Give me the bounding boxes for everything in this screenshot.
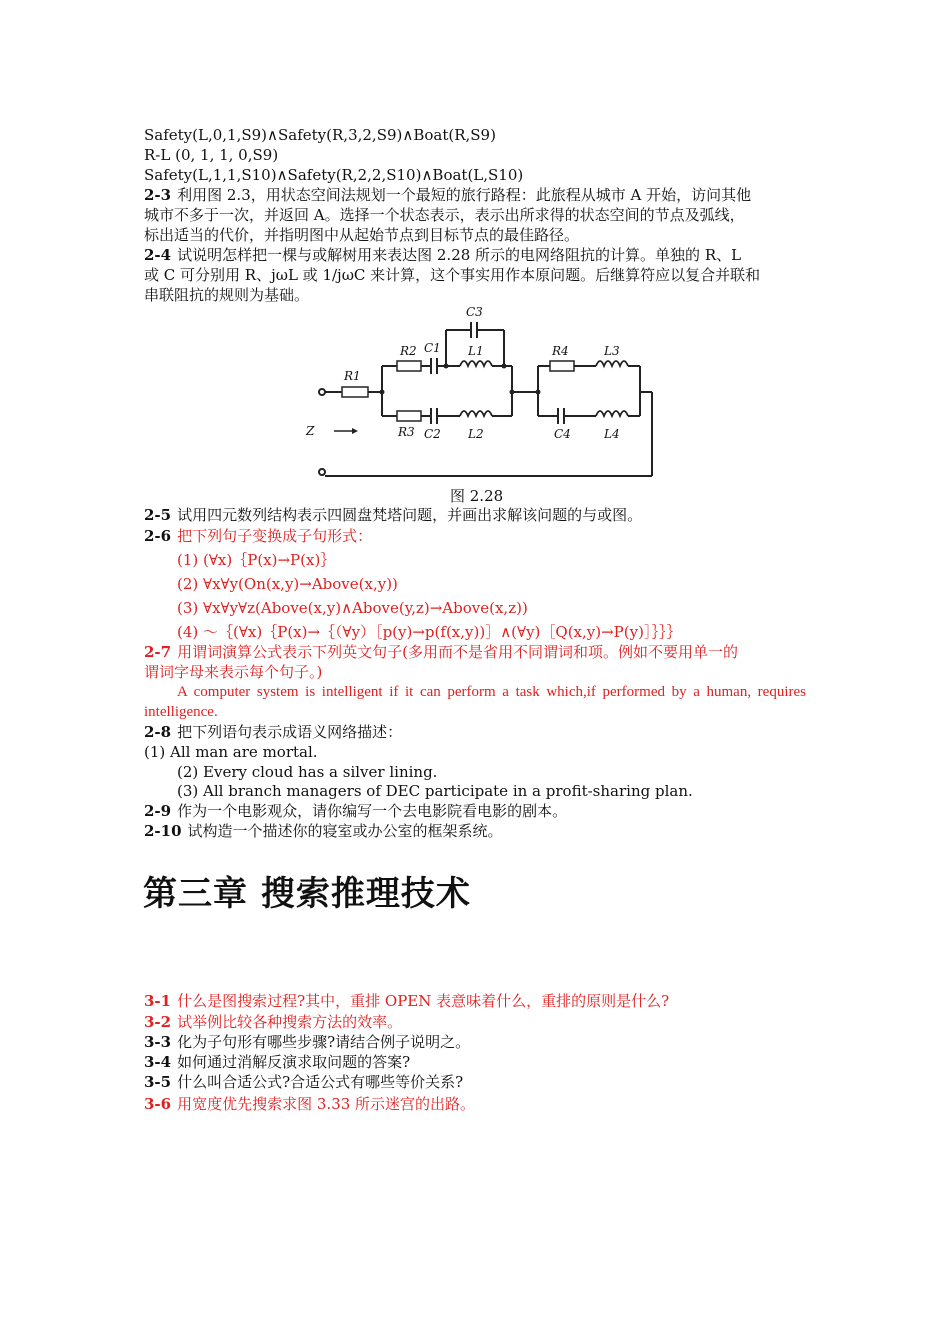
label-c2: C2 [424, 427, 441, 441]
chapter3-question [144, 1032, 470, 1052]
circuit-diagram [300, 300, 670, 485]
question-number: 3-6 [144, 1095, 172, 1113]
question-2-6: 2-6 把下列句子变换成子句形式： [144, 527, 373, 545]
label-l2: L2 [468, 427, 484, 441]
question-2-8: 2-8 把下列语句表示成语义网络描述： [144, 723, 403, 741]
question-number: 2-3 [144, 186, 172, 204]
question-number: 2-9 [144, 802, 172, 820]
question-2-4-cont: 或 C 可分别用 R、jωL 或 1/jωC 来计算，这个事实用作本原问题。后继算符应以复合并联和 [144, 266, 761, 284]
clause-item-2: (2) ∀x∀y(On(x,y)→Above(x,y)) [177, 575, 398, 593]
chapter3-question [144, 1012, 402, 1032]
semantic-item-1: (1) All man are mortal. [144, 743, 318, 761]
question-2-4: 2-4 试说明怎样把一棵与或解树用来表达图 2.28 所示的电网络阻抗的计算。单独的 R、L [144, 246, 742, 264]
question-number: 2-8 [144, 723, 172, 741]
question-2-3-cont: 城市不多于一次，并返回 A。选择一个状态表示，表示出所求得的状态空间的节点及弧线， [144, 206, 745, 224]
label-c4: C4 [554, 427, 571, 441]
state-line-2: R-L (0, 1, 1, 0,S9) [144, 146, 279, 164]
question-text: 如何通过消解反演求取问题的答案? [177, 1053, 411, 1071]
label-l3: L3 [604, 344, 620, 358]
question-number: 2-10 [144, 822, 182, 840]
chapter3-question [144, 991, 669, 1011]
semantic-item-3: (3) All branch managers of DEC participate in a profit-sharing plan. [177, 782, 693, 800]
chapter3-question [144, 1052, 410, 1072]
question-number: 3-3 [144, 1033, 172, 1051]
question-number: 3-4 [144, 1053, 172, 1071]
clause-item-1: (1) (∀x)｛P(x)→P(x)｝ [177, 551, 336, 569]
question-text: 用宽度优先搜索求图 3.33 所示迷宫的出路。 [177, 1095, 476, 1113]
label-z: Z [306, 424, 315, 438]
label-r3: R3 [398, 425, 415, 439]
question-2-3: 2-3 利用图 2.3，用状态空间法规划一个最短的旅行路程：此旅程从城市 A 开始，访问其他 [144, 186, 752, 204]
state-line-1: Safety(L,0,1,S9)∧Safety(R,3,2,S9)∧Boat(R,S9) [144, 126, 496, 144]
question-2-10: 2-10 试构造一个描述你的寝室或办公室的框架系统。 [144, 822, 503, 840]
question-2-7: 2-7 用谓词演算公式表示下列英文句子(多用而不是省用不同谓词和项。例如不要用单一的 [144, 643, 738, 661]
question-text: 化为子句形有哪些步骤?请结合例子说明之。 [177, 1033, 471, 1051]
question-2-7-cont: 谓词字母来表示每个句子。) [144, 663, 323, 681]
question-text: 什么是图搜索过程?其中，重排 OPEN 表意味着什么，重排的原则是什么? [177, 992, 670, 1010]
label-l4: L4 [604, 427, 620, 441]
english-sentence: A computer system is intelligent if it can perform a task which,if performed by a human, requires intelligence. [144, 684, 806, 720]
label-r4: R4 [552, 344, 569, 358]
question-number: 2-4 [144, 246, 172, 264]
label-c3: C3 [466, 305, 483, 319]
label-r1: R1 [344, 369, 361, 383]
chapter-title: 第三章 搜索推理技术 [143, 874, 471, 914]
question-number: 2-7 [144, 643, 172, 661]
question-2-5: 2-5 试用四元数列结构表示四圆盘梵塔问题，并画出求解该问题的与或图。 [144, 506, 643, 524]
question-2-4-cont: 串联阻抗的规则为基础。 [144, 286, 310, 304]
label-r2: R2 [400, 344, 417, 358]
clause-item-3: (3) ∀x∀y∀z(Above(x,y)∧Above(y,z)→Above(x,z)) [177, 599, 528, 617]
question-number: 2-5 [144, 506, 172, 524]
question-number: 2-6 [144, 527, 172, 545]
semantic-item-2: (2) Every cloud has a silver lining. [177, 763, 438, 781]
clause-item-4: (4) ～｛(∀x)｛P(x)→｛（∀y）［p(y)→p(f(x,y))］∧(∀y)［Q(x,y)→P(y)］｝｝｝ [177, 623, 682, 641]
figure-caption: 图 2.28 [450, 487, 504, 505]
question-2-3-cont: 标出适当的代价，并指明图中从起始节点到目标节点的最佳路径。 [144, 226, 580, 244]
chapter3-question [144, 1094, 475, 1114]
question-2-9: 2-9 作为一个电影观众，请你编写一个去电影院看电影的剧本。 [144, 802, 568, 820]
question-number: 3-1 [144, 992, 172, 1010]
question-number: 3-2 [144, 1013, 172, 1031]
label-l1: L1 [468, 344, 484, 358]
question-text: 什么叫合适公式?合适公式有哪些等价关系? [177, 1073, 464, 1091]
label-c1: C1 [424, 341, 441, 355]
state-line-3: Safety(L,1,1,S10)∧Safety(R,2,2,S10)∧Boat(L,S10) [144, 166, 524, 184]
question-number: 3-5 [144, 1073, 172, 1091]
chapter3-question [144, 1072, 463, 1092]
question-text: 试举例比较各种搜索方法的效率。 [177, 1013, 403, 1031]
